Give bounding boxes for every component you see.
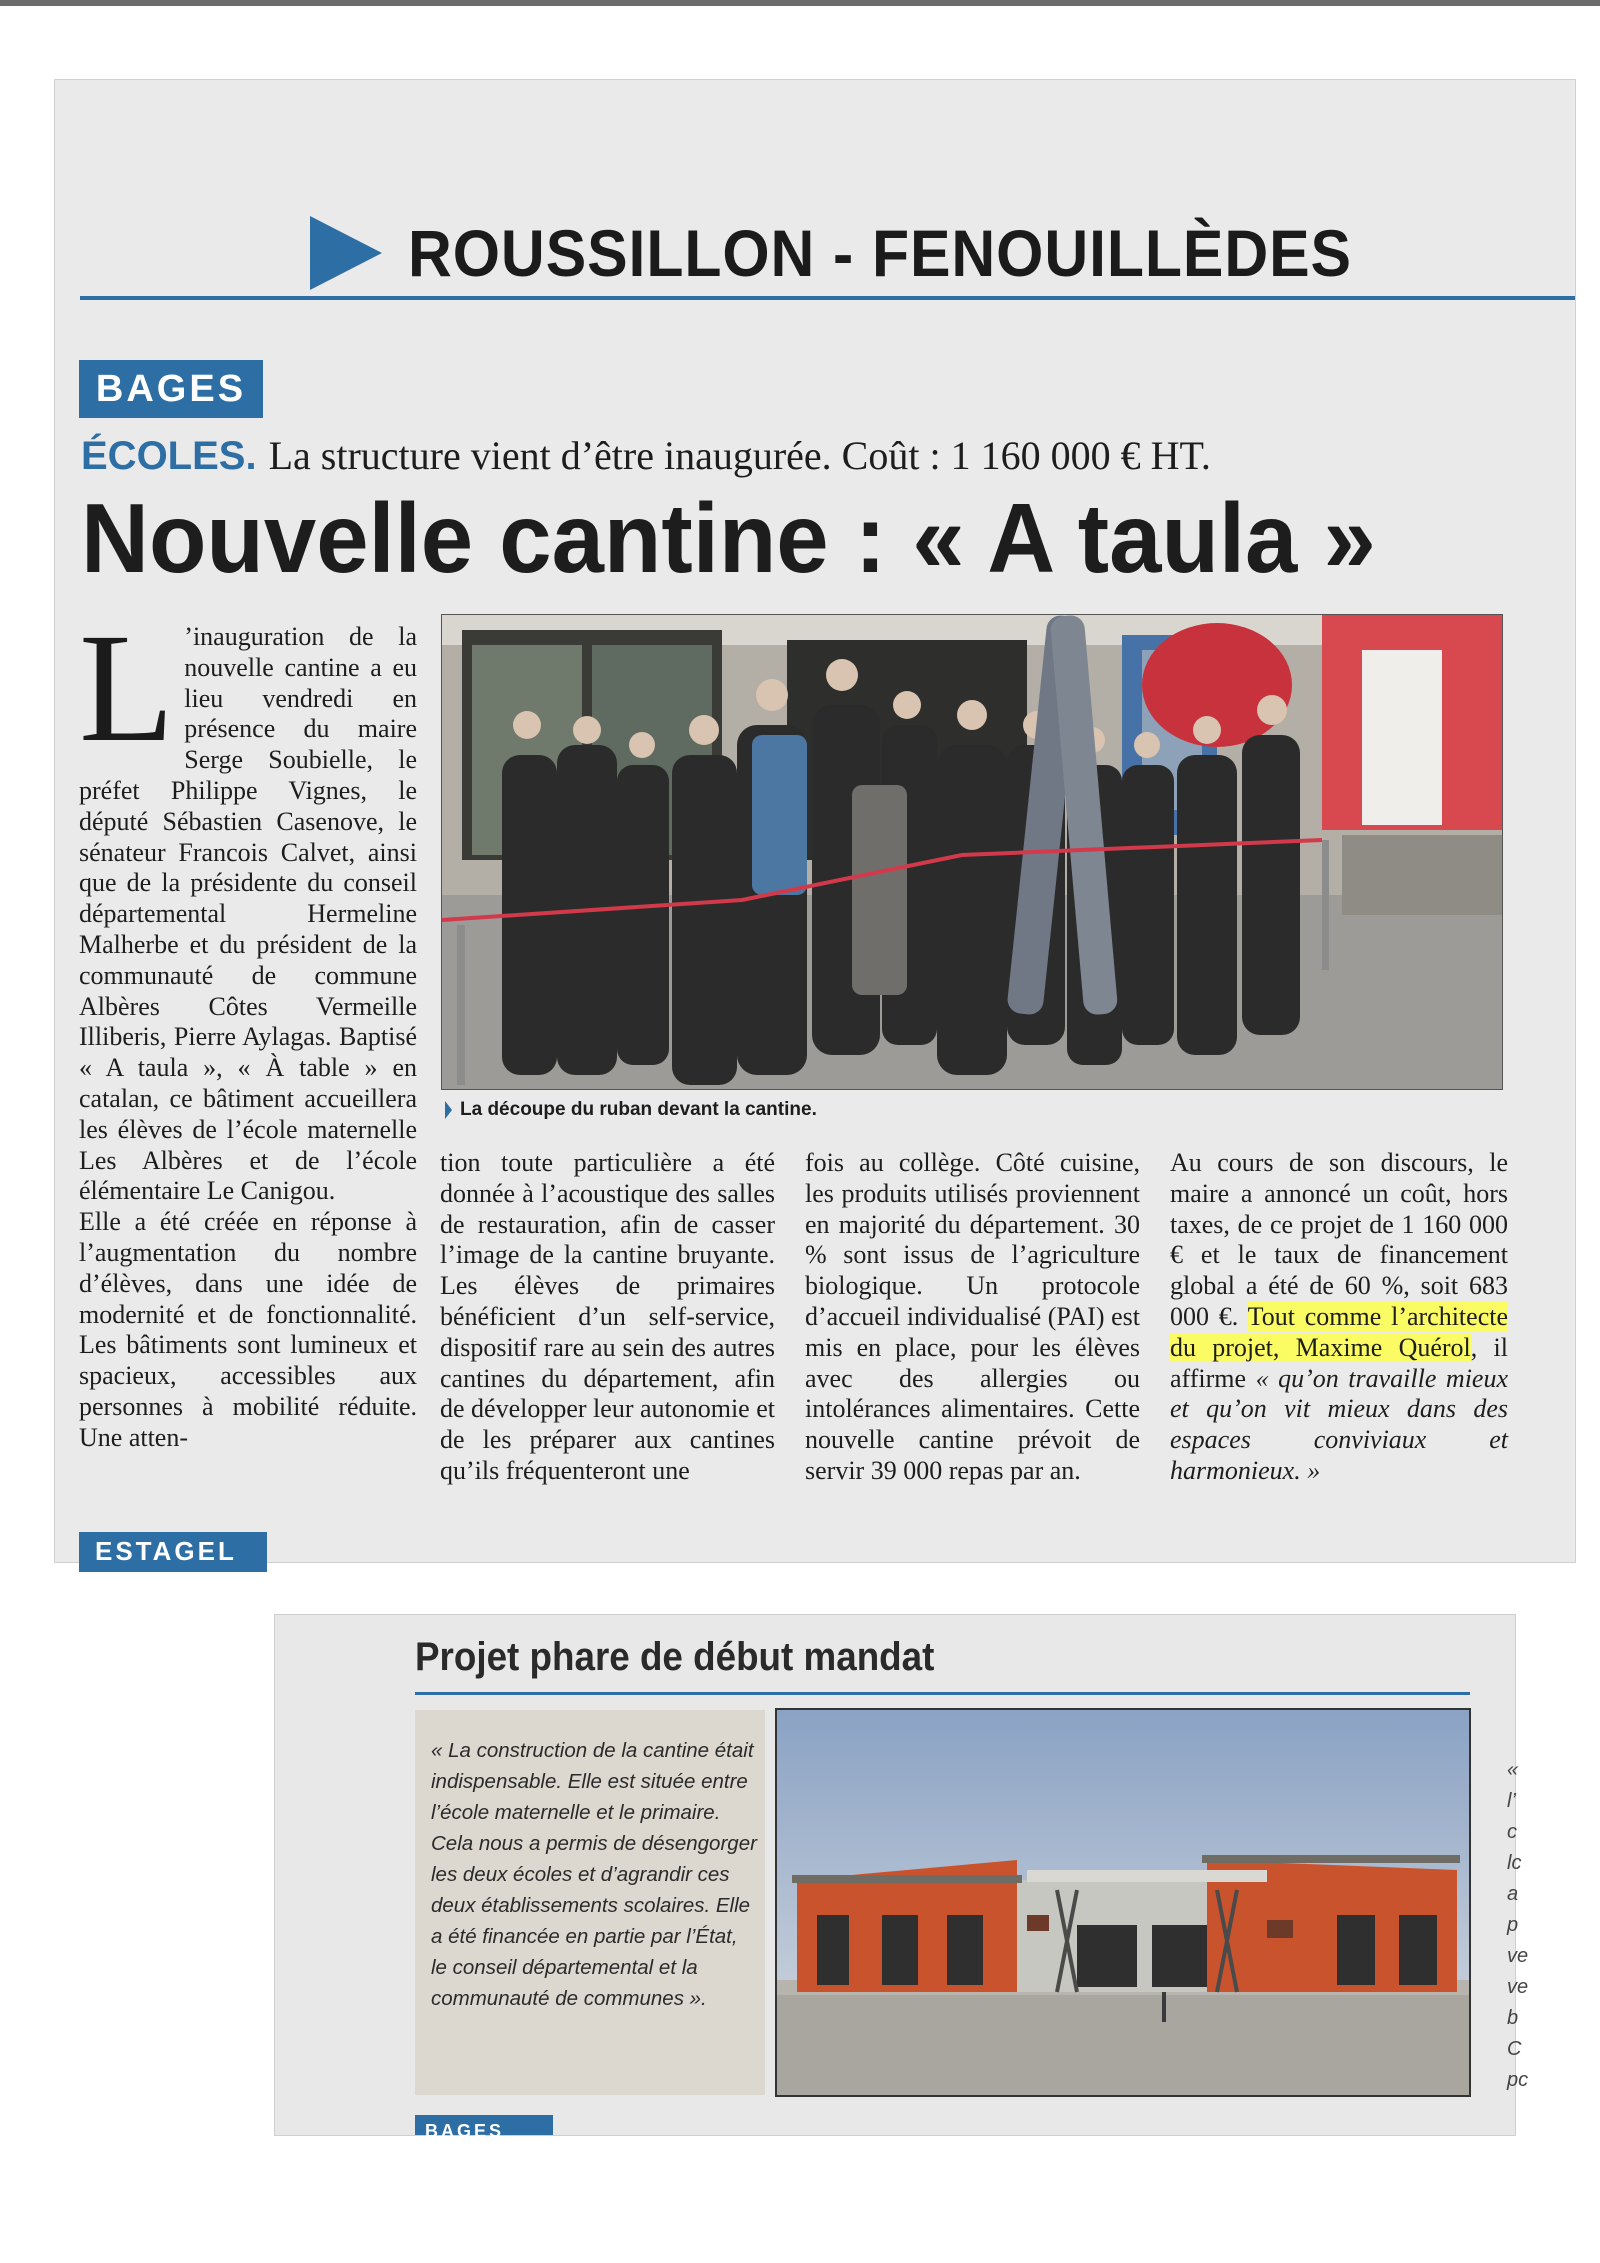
drop-cap: L (79, 601, 175, 774)
article-column-4-continuation: , il affirme (1170, 1332, 1508, 1393)
margin-letter: a (1507, 1883, 1519, 1905)
header-rule (80, 296, 1575, 300)
article-column-4 (1170, 1148, 1508, 1487)
box-quote: « La construction de la cantine était indispensable. Elle est située entre l’école maternelle et le primaire. Cela nous a permis de désengorger les deux écoles et d’agrandir ces deux établissements scolaires. Elle a été financée en partie par l’État, le conseil départemental et la communauté de communes ». (431, 1739, 757, 2010)
newspaper-clipping-main (55, 80, 1575, 1566)
margin-letter: lc (1507, 1852, 1522, 1874)
caption-marker-icon (445, 1101, 452, 1119)
cantine-building-photo (777, 1710, 1469, 2095)
article-paragraph-2: Elle a été créée en réponse à l’augmentation du nombre d’élèves, dans une idée de modernité et de fonctionnalité. Les bâtiments sont lumineux et spacieux, accessibles aux personnes à mobilité réduite. Une atten- (79, 1207, 417, 1452)
section-header (310, 215, 1434, 291)
play-arrow-icon (310, 216, 382, 290)
margin-letter: ve (1507, 1945, 1529, 1967)
section-title: ROUSSILLON - FENOUILLÈDES (408, 216, 1352, 290)
margin-letter: pc (1507, 2069, 1529, 2091)
margin-letter: « (1507, 1759, 1519, 1781)
article-column-3: fois au collège. Côté cuisine, les produits utilisés proviennent en majorité du département. 30 % sont issus de l’agriculture biologique. Un protocole d’accueil individualisé (PAI) est mis en place, pour les élèves avec des allergies ou intolérances alimentaires. Cette nouvelle cantine prévoit de servir 39 000 repas par an. (805, 1148, 1140, 1485)
kicker-text: La structure vient d’être inaugurée. Coût : 1 160 000 € HT. (268, 433, 1211, 478)
page-top-border (0, 0, 1600, 6)
margin-letter: p (1507, 1914, 1519, 1936)
margin-letter: l’ (1507, 1790, 1516, 1812)
next-article-tag: ESTAGEL (79, 1532, 267, 1572)
kicker (81, 432, 1561, 479)
article-column-4-text: Au cours de son discours, le maire a annoncé un coût, hors taxes, de ce projet de 1 160 000 € et le taux de financement global a été de 60 %, soit 683 000 €. (1170, 1148, 1508, 1331)
headline: Nouvelle cantine : « A taula » (81, 483, 1376, 593)
next-article-tag-cropped (415, 2115, 553, 2141)
next-article-tag-text: BAGES (425, 2121, 505, 2141)
margin-text-fragment (1507, 1755, 1528, 2096)
mayor-quote: « qu’on travaille mieux et qu’on vit mieux dans des espaces conviviaux et harmonieux. » (1170, 1363, 1508, 1485)
article-column-2: tion toute particulière a été donnée à l’acoustique des salles de restauration, afin de casser l’image de la cantine bruyante. Les élèves de primaires bénéficient d’un self-service, dispositif rare au sein des autres cantines du département, afin de développer leur autonomie et de les préparer aux cantines qu’ils fréquenteront une (440, 1148, 775, 1485)
margin-letter: b (1507, 2007, 1519, 2029)
newspaper-clipping-box (275, 1615, 1529, 2141)
photo-caption (445, 1099, 1495, 1121)
ribbon-cutting-photo (442, 615, 1502, 1089)
photo-caption-text: La découpe du ruban devant la cantine. (460, 1099, 817, 1120)
margin-letter: C (1507, 2038, 1522, 2060)
box-rule (415, 1692, 1470, 1695)
highlighted-text: Tout comme l’architecte du projet, Maxime Quérol (1170, 1301, 1509, 1362)
box-title: Projet phare de début mandat (415, 1635, 935, 1679)
kicker-label: ÉCOLES. (81, 434, 257, 478)
article-column-1 (79, 601, 417, 1454)
margin-letter: ve (1507, 1976, 1529, 1998)
article-paragraph-1: ’inauguration de la nouvelle cantine a eu lieu vendredi en présence du maire Serge Soubielle, le préfet Philippe Vignes, le député Sébastien Casenove, le sénateur Francois Calvet, ainsi que de la présidente du conseil départemental Hermeline Malherbe et du président de la communauté de commune Albères Côtes Vermeille Illiberis, Pierre Aylagas. Baptisé « A taula », « À table » en catalan, ce bâtiment accueillera les élèves de l’école maternelle Les Albères et de l’école élémentaire Le Canigou. (79, 622, 417, 1206)
margin-letter: c (1507, 1821, 1517, 1843)
location-tag: BAGES (79, 360, 263, 418)
